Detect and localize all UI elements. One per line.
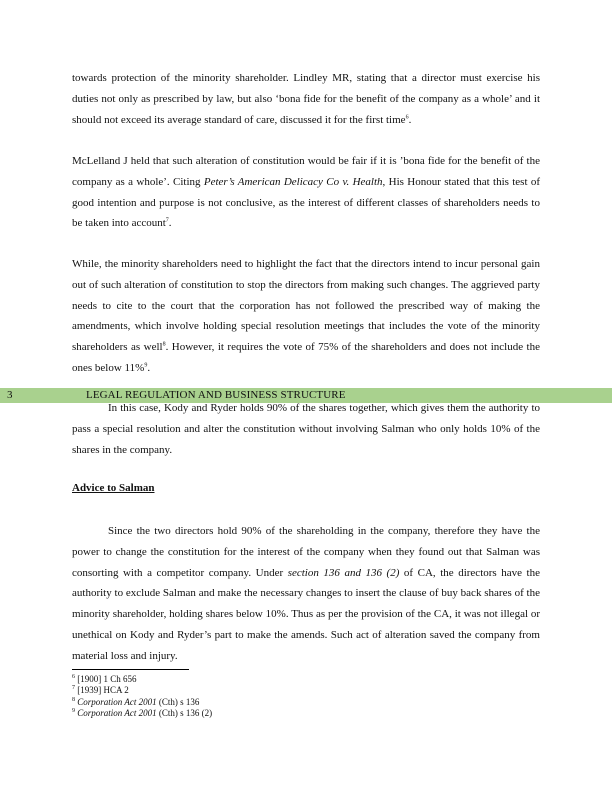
footnote-text: [1900] 1 Ch 656 (75, 674, 137, 684)
footnote-separator (72, 669, 189, 670)
footnotes (72, 674, 372, 720)
paragraph-text: , His Honour stated that this test of good intention and purpose is not conclusive, as the interest of different classes of shareholders needs to be taken into account (72, 175, 541, 230)
paragraph-end: . (168, 217, 172, 230)
footnote (72, 697, 372, 708)
footnote-number: 8 (72, 696, 75, 703)
section-heading: Advice to Salman (72, 482, 155, 494)
paragraph-text: . However, it requires the vote of 75% of the shareholders and does not include the ones below 11% (72, 341, 540, 374)
footnote-ref: 6 (405, 113, 409, 120)
case-citation: Peter’s American Delicacy Co v. Health (203, 175, 383, 188)
page-number: 3 (7, 389, 13, 401)
paragraph-text: While, the minority shareholders need to highlight the fact that the directors intend to incur personal gain out of such alteration of constitution to stop the directors from making such changes. The aggrieved party needs to cite to the court that the corporation has not followed the prescribed way of making the amendments, which involve holding special resolution meetings that includes the vote of the minority shareholders as well (72, 258, 540, 354)
act-title: Corporation Act 2001 (77, 708, 157, 719)
footnote-number: 7 (72, 685, 75, 692)
paragraph-lindley (72, 68, 540, 130)
paragraph-text: Since the two directors hold 90% of the shareholding in the company, therefore they have the power to change the constitution for the interest of the company when they found out that Salman was consorting with a competitor company. Under (72, 525, 540, 579)
paragraph-text: towards protection of the minority shareholder. Lindley MR, stating that a director must exercise his duties not only as prescribed by law, but also ‘bona fide for the benefit of the company as a whole’ and it should not exceed its average standard of care, discussed it for the first time (72, 72, 540, 126)
footnote-number: 6 (72, 674, 75, 680)
paragraph-end: . (147, 361, 151, 374)
footnote-text: [1939] HCA 2 (75, 685, 129, 696)
paragraph-this-case (72, 398, 540, 460)
paragraph-text: of CA, the directors have the authority to exclude Salman and make the necessary changes to insert the clause of buy back shares of the minority shareholder, holding shares below 10%. Thus as per the provision of the CA, it was not illegal or unethical on Kody and Ryder’s part to make the amends. Such act of alteration saved the company from material loss and injury. (72, 566, 540, 662)
statute-reference: section 136 and 136 (2) (287, 566, 400, 579)
footnote-ref: 9 (144, 362, 148, 369)
footnote (72, 674, 372, 685)
footnote-text: (Cth) s 136 (156, 696, 200, 707)
footnote-number: 9 (72, 708, 75, 715)
footnote (72, 708, 372, 719)
footnote-ref: 7 (165, 217, 169, 224)
footnote (72, 685, 372, 696)
act-title: Corporation Act 2001 (77, 696, 157, 707)
footnote-text: (Cth) s 136 (2) (156, 708, 213, 719)
paragraph-text: McLelland J held that such alteration of constitution would be fair if it is ’bona fide for the benefit of the company as a whole’. Citing (72, 155, 540, 188)
paragraph-minority (72, 254, 540, 379)
paragraph-end: . (408, 113, 412, 126)
paragraph-mclelland (72, 151, 540, 234)
paragraph-advice (72, 521, 540, 667)
paragraph-text: In this case, Kody and Ryder holds 90% of the shares together, which gives them the authority to pass a special resolution and alter the constitution without involving Salman who only holds 10% of the shares in the company. (72, 402, 540, 456)
running-title: LEGAL REGULATION AND BUSINESS STRUCTURE (86, 389, 346, 401)
footnote-ref: 8 (162, 341, 166, 348)
